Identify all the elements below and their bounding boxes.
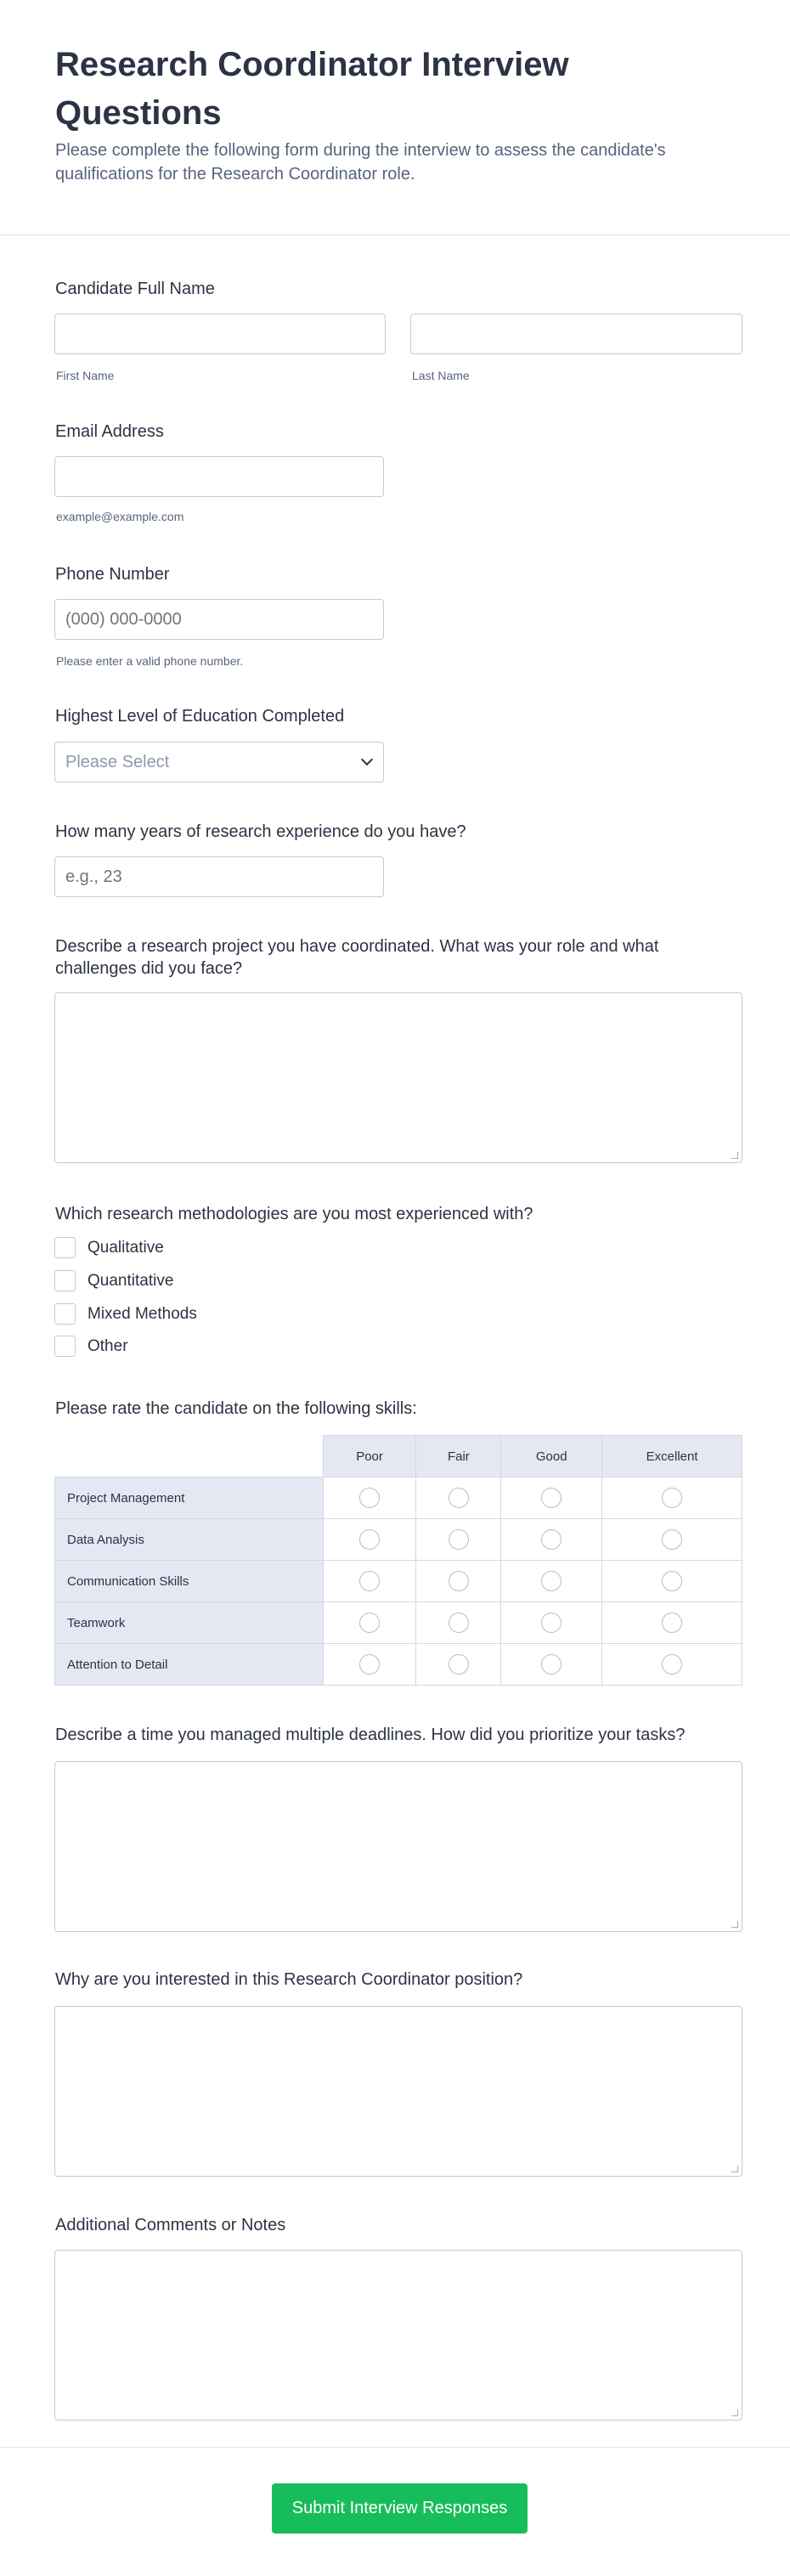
checkbox-label: Other bbox=[87, 1336, 128, 1355]
matrix-cell bbox=[501, 1519, 602, 1561]
matrix-row bbox=[55, 1644, 742, 1686]
email-input[interactable] bbox=[54, 456, 384, 497]
chevron-down-icon bbox=[361, 754, 373, 765]
email-sublabel: example@example.com bbox=[56, 510, 184, 523]
resize-handle-icon[interactable] bbox=[731, 2166, 738, 2172]
matrix-row bbox=[55, 1561, 742, 1602]
matrix-cell bbox=[501, 1602, 602, 1644]
checkbox-other[interactable] bbox=[54, 1336, 128, 1357]
matrix-cell bbox=[323, 1644, 416, 1686]
last-name-input[interactable] bbox=[410, 314, 742, 354]
radio-button[interactable] bbox=[541, 1613, 561, 1633]
project-textarea[interactable] bbox=[54, 992, 742, 1163]
checkbox-mixed-methods[interactable] bbox=[54, 1303, 197, 1325]
checkbox[interactable] bbox=[54, 1237, 76, 1258]
matrix-row-label: Project Management bbox=[55, 1477, 324, 1519]
radio-button[interactable] bbox=[359, 1529, 380, 1550]
first-name-input[interactable] bbox=[54, 314, 386, 354]
matrix-cell bbox=[602, 1602, 742, 1644]
matrix-column-header: Fair bbox=[416, 1436, 501, 1477]
matrix-cell bbox=[323, 1519, 416, 1561]
matrix-cell bbox=[416, 1644, 501, 1686]
matrix-row-label: Attention to Detail bbox=[55, 1644, 324, 1686]
matrix-cell bbox=[323, 1561, 416, 1602]
matrix-cell bbox=[501, 1644, 602, 1686]
radio-button[interactable] bbox=[449, 1488, 469, 1508]
page-title: Research Coordinator Interview Questions bbox=[55, 46, 569, 132]
matrix-corner bbox=[55, 1436, 324, 1477]
checkbox-quantitative[interactable] bbox=[54, 1270, 173, 1291]
deadlines-label: Describe a time you managed multiple deadlines. How did you prioritize your tasks? bbox=[55, 1726, 686, 1744]
deadlines-textarea[interactable] bbox=[54, 1761, 742, 1932]
page-description: Please complete the following form during the interview to assess the candidate's qualifications for the Research Coordinator role. bbox=[55, 141, 666, 184]
checkbox[interactable] bbox=[54, 1336, 76, 1357]
matrix-cell bbox=[501, 1477, 602, 1519]
education-label: Highest Level of Education Completed bbox=[55, 707, 345, 726]
radio-button[interactable] bbox=[359, 1654, 380, 1675]
name-label: Candidate Full Name bbox=[55, 280, 215, 298]
matrix-row-label: Communication Skills bbox=[55, 1561, 324, 1602]
matrix-cell bbox=[416, 1561, 501, 1602]
matrix-cell bbox=[602, 1561, 742, 1602]
matrix-cell bbox=[416, 1477, 501, 1519]
last-name-sublabel: Last Name bbox=[412, 369, 470, 382]
matrix-cell bbox=[602, 1644, 742, 1686]
radio-button[interactable] bbox=[359, 1613, 380, 1633]
education-selected: Please Select bbox=[65, 753, 170, 771]
matrix-cell bbox=[501, 1561, 602, 1602]
radio-button[interactable] bbox=[449, 1571, 469, 1591]
matrix-row bbox=[55, 1519, 742, 1561]
radio-button[interactable] bbox=[662, 1613, 682, 1633]
radio-button[interactable] bbox=[449, 1613, 469, 1633]
matrix-row bbox=[55, 1602, 742, 1644]
interest-label: Why are you interested in this Research Coordinator position? bbox=[55, 1970, 523, 1989]
radio-button[interactable] bbox=[541, 1571, 561, 1591]
matrix-cell bbox=[602, 1519, 742, 1561]
matrix-column-header: Excellent bbox=[602, 1436, 742, 1477]
radio-button[interactable] bbox=[359, 1488, 380, 1508]
resize-handle-icon[interactable] bbox=[731, 2409, 738, 2416]
project-label: Describe a research project you have coordinated. What was your role and what challenges did you face? bbox=[55, 937, 659, 978]
years-label: How many years of research experience do you have? bbox=[55, 822, 466, 841]
phone-input[interactable] bbox=[54, 599, 384, 640]
matrix-cell bbox=[323, 1477, 416, 1519]
checkbox[interactable] bbox=[54, 1303, 76, 1325]
radio-button[interactable] bbox=[541, 1529, 561, 1550]
email-label: Email Address bbox=[55, 422, 164, 441]
header-divider bbox=[0, 234, 790, 235]
matrix-column-header: Good bbox=[501, 1436, 602, 1477]
checkbox-label: Mixed Methods bbox=[87, 1304, 197, 1323]
interest-textarea[interactable] bbox=[54, 2006, 742, 2177]
matrix-cell bbox=[602, 1477, 742, 1519]
radio-button[interactable] bbox=[662, 1571, 682, 1591]
matrix-row bbox=[55, 1477, 742, 1519]
radio-button[interactable] bbox=[449, 1654, 469, 1675]
matrix-cell bbox=[323, 1602, 416, 1644]
submit-button[interactable]: Submit Interview Responses bbox=[272, 2483, 528, 2534]
matrix-row-label: Data Analysis bbox=[55, 1519, 324, 1561]
education-select[interactable] bbox=[54, 742, 384, 782]
footer-divider bbox=[0, 2447, 790, 2448]
checkbox-label: Qualitative bbox=[87, 1238, 164, 1257]
matrix-cell bbox=[416, 1602, 501, 1644]
resize-handle-icon[interactable] bbox=[731, 1152, 738, 1159]
checkbox-label: Quantitative bbox=[87, 1271, 174, 1290]
comments-label: Additional Comments or Notes bbox=[55, 2216, 286, 2234]
radio-button[interactable] bbox=[541, 1654, 561, 1675]
checkbox[interactable] bbox=[54, 1270, 76, 1291]
phone-label: Phone Number bbox=[55, 565, 170, 584]
matrix-row-label: Teamwork bbox=[55, 1602, 324, 1644]
matrix-cell bbox=[416, 1519, 501, 1561]
resize-handle-icon[interactable] bbox=[731, 1921, 738, 1928]
phone-sublabel: Please enter a valid phone number. bbox=[56, 654, 244, 668]
radio-button[interactable] bbox=[662, 1529, 682, 1550]
first-name-sublabel: First Name bbox=[56, 369, 115, 382]
radio-button[interactable] bbox=[662, 1654, 682, 1675]
matrix-column-header: Poor bbox=[323, 1436, 416, 1477]
methodologies-label: Which research methodologies are you most experienced with? bbox=[55, 1205, 533, 1223]
rating-label: Please rate the candidate on the following skills: bbox=[55, 1399, 417, 1418]
radio-button[interactable] bbox=[541, 1488, 561, 1508]
radio-button[interactable] bbox=[662, 1488, 682, 1508]
rating-matrix bbox=[54, 1435, 742, 1686]
comments-textarea[interactable] bbox=[54, 2250, 742, 2421]
radio-button[interactable] bbox=[449, 1529, 469, 1550]
years-input[interactable] bbox=[54, 856, 384, 897]
radio-button[interactable] bbox=[359, 1571, 380, 1591]
checkbox-qualitative[interactable] bbox=[54, 1237, 164, 1258]
